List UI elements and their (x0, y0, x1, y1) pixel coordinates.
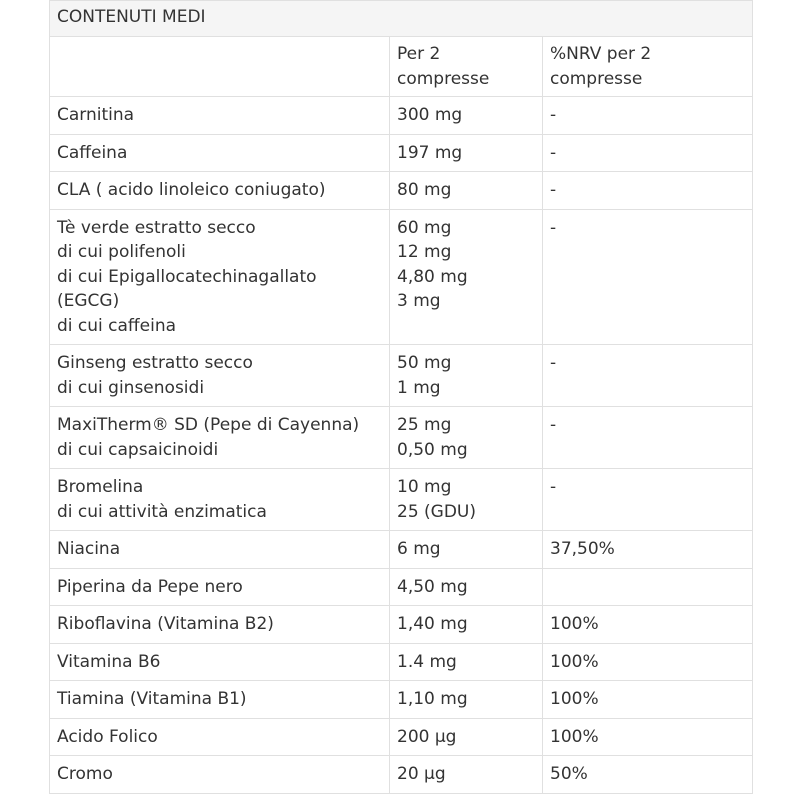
ingredient-cell-line: di cui ginsenosidi (57, 377, 205, 398)
nrv-cell (543, 718, 753, 756)
table-row (50, 209, 753, 345)
amount-cell (390, 531, 543, 569)
ingredient-cell (50, 756, 390, 794)
header-nrv-line: %NRV per 2 (550, 44, 652, 64)
ingredient-cell (50, 172, 390, 210)
nrv-cell (543, 97, 753, 135)
ingredient-cell-line: Ginseng estratto secco (57, 353, 253, 373)
amount-cell-line: 300 mg (397, 105, 463, 125)
amount-cell (390, 469, 543, 531)
nrv-cell-line: - (550, 180, 557, 200)
nrv-cell-line: - (550, 353, 557, 373)
nrv-cell (543, 172, 753, 210)
ingredient-cell (50, 209, 390, 345)
amount-cell-line: 25 (GDU) (397, 501, 477, 522)
table-row (50, 407, 753, 469)
ingredient-cell (50, 97, 390, 135)
ingredient-cell (50, 643, 390, 681)
amount-cell (390, 407, 543, 469)
ingredient-cell-line: Tiamina (Vitamina B1) (57, 689, 247, 709)
header-amount-line: compresse (397, 68, 490, 89)
ingredient-cell-line: Caffeina (57, 142, 128, 163)
ingredient-cell (50, 469, 390, 531)
nrv-cell-line: 100% (550, 651, 599, 672)
table-title-row (50, 1, 753, 37)
ingredient-cell (50, 681, 390, 719)
table-row (50, 606, 753, 644)
ingredient-cell-line: di cui caffeina (57, 315, 177, 336)
table-row (50, 134, 753, 172)
table-header-row (50, 37, 753, 97)
nutrition-table-wrapper (49, 0, 752, 794)
nrv-cell (543, 209, 753, 345)
ingredient-cell (50, 718, 390, 756)
header-ingredient (50, 37, 390, 97)
nrv-cell-line: - (550, 105, 557, 125)
table-row (50, 681, 753, 719)
nrv-cell-line: - (550, 415, 557, 435)
table-row (50, 97, 753, 135)
nrv-cell (543, 531, 753, 569)
amount-cell-line: 4,50 mg (397, 576, 468, 597)
ingredient-cell-line: di cui Epigallocatechinagallato (57, 266, 317, 287)
amount-cell-line: 50 mg (397, 353, 452, 373)
amount-cell (390, 209, 543, 345)
amount-cell-line: 0,50 mg (397, 439, 468, 460)
ingredient-cell (50, 345, 390, 407)
ingredient-cell-line: Piperina da Pepe nero (57, 576, 243, 597)
ingredient-cell-line: (EGCG) (57, 291, 120, 311)
amount-cell-line: 200 µg (397, 726, 457, 747)
amount-cell-line: 10 mg (397, 477, 452, 497)
amount-cell (390, 606, 543, 644)
table-row (50, 643, 753, 681)
nrv-cell-line: - (550, 217, 557, 238)
amount-cell-line: 12 mg (397, 242, 452, 262)
nrv-cell-line: - (550, 142, 557, 163)
amount-cell (390, 718, 543, 756)
nrv-cell (543, 407, 753, 469)
header-nrv-line: compresse (550, 68, 643, 89)
table-row (50, 172, 753, 210)
table-row (50, 469, 753, 531)
amount-cell-line: 1,10 mg (397, 689, 468, 709)
ingredient-cell-line: Riboflavina (Vitamina B2) (57, 614, 274, 634)
amount-cell (390, 756, 543, 794)
nrv-cell (543, 681, 753, 719)
amount-cell (390, 134, 543, 172)
header-amount (390, 37, 543, 97)
ingredient-cell-line: MaxiTherm® SD (Pepe di Cayenna) (57, 415, 360, 435)
nrv-cell (543, 134, 753, 172)
amount-cell-line: 20 µg (397, 764, 446, 784)
nrv-cell-line: 100% (550, 689, 599, 709)
table-row (50, 718, 753, 756)
amount-cell-line: 6 mg (397, 539, 441, 559)
ingredient-cell (50, 134, 390, 172)
nrv-cell (543, 345, 753, 407)
header-nrv (543, 37, 753, 97)
header-amount-line: Per 2 (397, 44, 441, 64)
amount-cell-line: 3 mg (397, 291, 441, 311)
table-title: CONTENUTI MEDI (50, 1, 753, 37)
table-row (50, 531, 753, 569)
amount-cell-line: 25 mg (397, 415, 452, 435)
table-row (50, 345, 753, 407)
ingredient-cell-line: di cui capsaicinoidi (57, 439, 219, 460)
amount-cell-line: 1.4 mg (397, 651, 457, 672)
ingredient-cell-line: Niacina (57, 539, 121, 559)
ingredient-cell (50, 531, 390, 569)
ingredient-cell-line: Bromelina (57, 477, 144, 497)
ingredient-cell-line: Tè verde estratto secco (57, 217, 256, 238)
ingredient-cell-line: di cui attività enzimatica (57, 501, 267, 522)
nrv-cell-line: 37,50% (550, 539, 615, 559)
ingredient-cell-line: CLA ( acido linoleico coniugato) (57, 180, 326, 200)
amount-cell (390, 345, 543, 407)
ingredient-cell-line: Carnitina (57, 105, 135, 125)
ingredient-cell (50, 606, 390, 644)
amount-cell (390, 568, 543, 606)
table-body (50, 97, 753, 794)
amount-cell (390, 643, 543, 681)
nutrition-table (49, 0, 753, 794)
amount-cell-line: 197 mg (397, 142, 463, 163)
ingredient-cell-line: Acido Folico (57, 726, 158, 747)
amount-cell (390, 97, 543, 135)
amount-cell (390, 681, 543, 719)
ingredient-cell (50, 568, 390, 606)
ingredient-cell-line: Cromo (57, 764, 113, 784)
nrv-cell (543, 568, 753, 606)
nrv-cell-line: 100% (550, 726, 599, 747)
amount-cell-line: 80 mg (397, 180, 452, 200)
amount-cell (390, 172, 543, 210)
table-row (50, 756, 753, 794)
ingredient-cell (50, 407, 390, 469)
amount-cell-line: 4,80 mg (397, 266, 468, 287)
nrv-cell (543, 606, 753, 644)
nrv-cell-line: 50% (550, 764, 588, 784)
nrv-cell-line: 100% (550, 614, 599, 634)
nrv-cell (543, 643, 753, 681)
amount-cell-line: 1 mg (397, 377, 441, 398)
ingredient-cell-line: di cui polifenoli (57, 242, 186, 262)
nrv-cell (543, 756, 753, 794)
amount-cell-line: 1,40 mg (397, 614, 468, 634)
nrv-cell-line: - (550, 477, 557, 497)
nrv-cell (543, 469, 753, 531)
ingredient-cell-line: Vitamina B6 (57, 651, 161, 672)
table-row (50, 568, 753, 606)
amount-cell-line: 60 mg (397, 217, 452, 238)
